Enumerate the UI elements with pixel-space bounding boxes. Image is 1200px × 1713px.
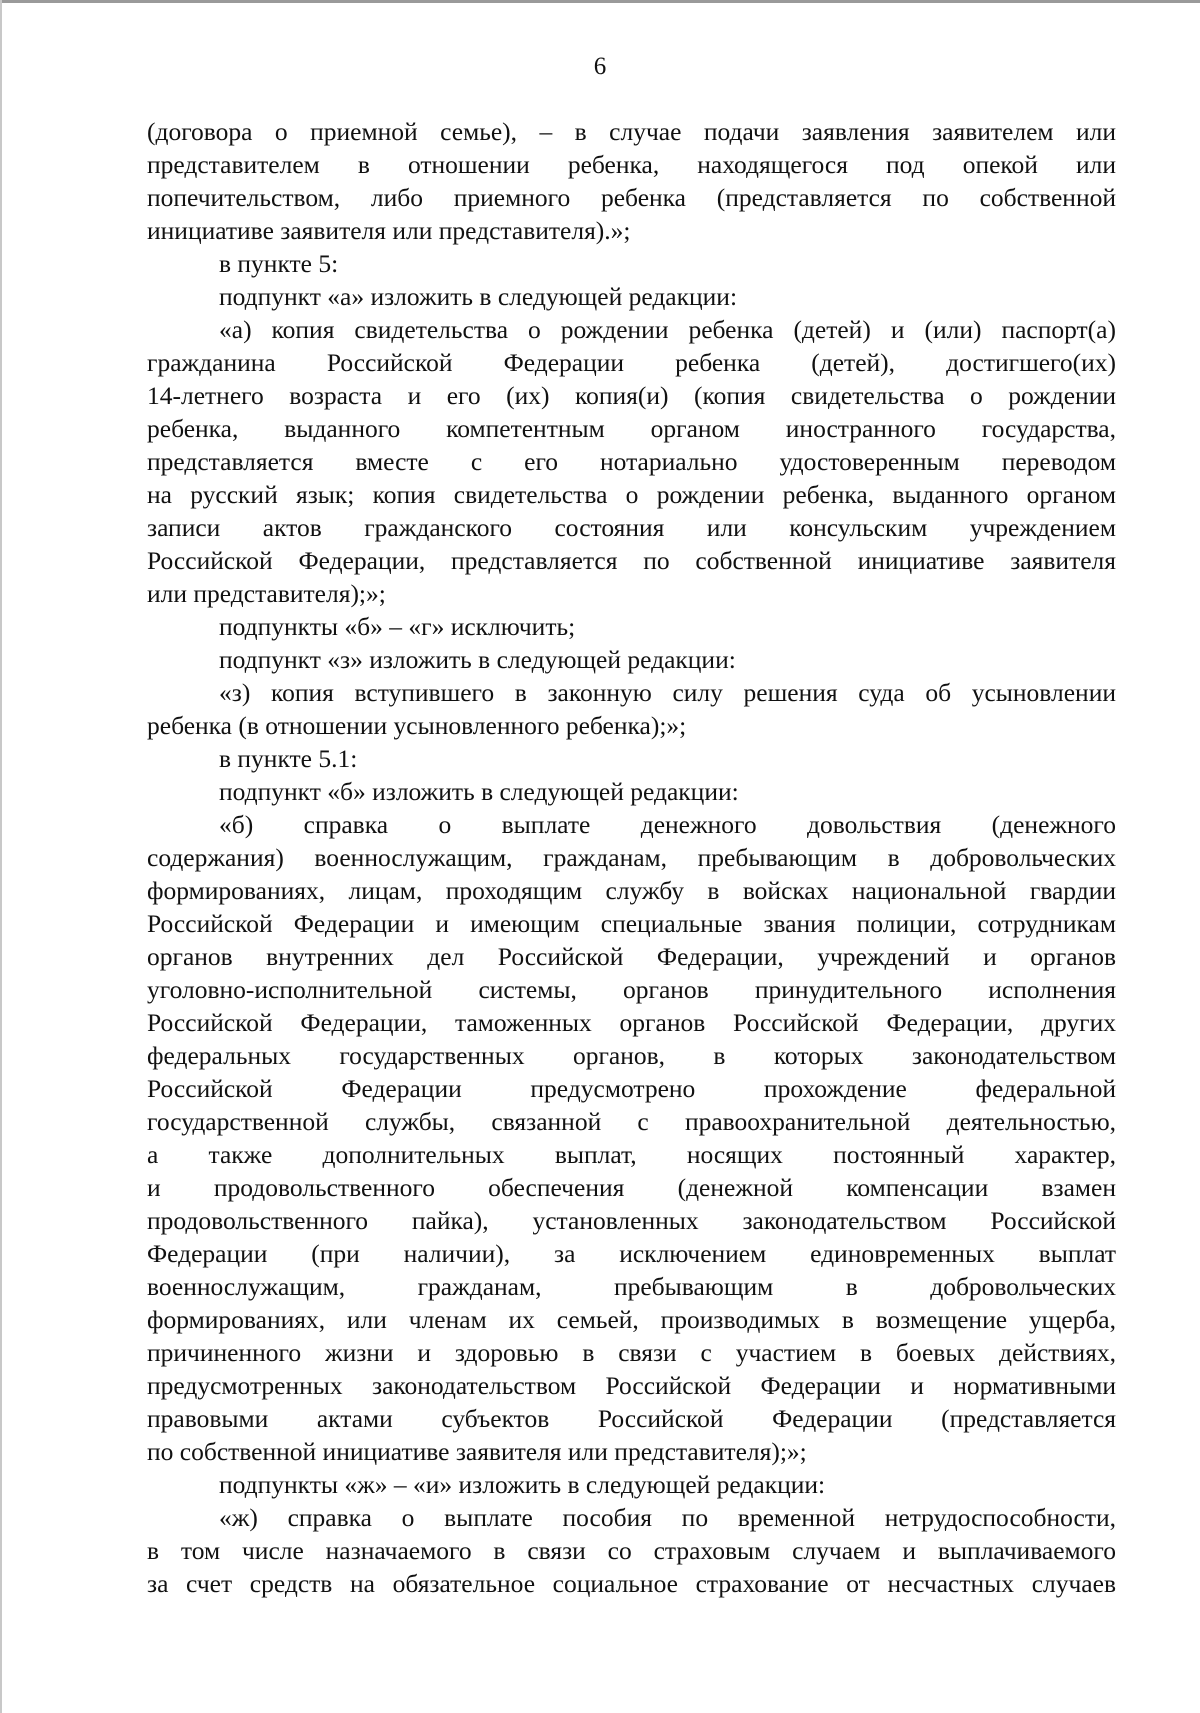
text-line: (договора о приемной семье), – в случае подачи заявления заявителем или [147, 117, 1116, 146]
page-number: 6 [593, 53, 607, 80]
text-line: «а) копия свидетельства о рождении ребенка (детей) и (или) паспорт(а) [219, 315, 1116, 344]
document-body [147, 115, 1116, 1600]
text-line: по собственной инициативе заявителя или представителя);»; [147, 1437, 807, 1466]
text-line: органов внутренних дел Российской Федерации, учреждений и органов [147, 942, 1116, 971]
text-line: представляется вместе с его нотариально удостоверенным переводом [147, 447, 1116, 476]
text-line: гражданина Российской Федерации ребенка (детей), достигшего(их) [147, 348, 1116, 377]
text-line: содержания) военнослужащим, гражданам, пребывающим в добровольческих [147, 843, 1116, 872]
text-line: ребенка, выданного компетентным органом иностранного государства, [147, 414, 1116, 443]
text-line: Российской Федерации, представляется по собственной инициативе заявителя [147, 546, 1116, 575]
text-line: «ж) справка о выплате пособия по временной нетрудоспособности, [219, 1503, 1116, 1532]
text-line: Российской Федерации, таможенных органов Российской Федерации, других [147, 1008, 1116, 1037]
text-line: формированиях, лицам, проходящим службу в войсках национальной гвардии [147, 876, 1116, 905]
text-line: 14-летнего возраста и его (их) копия(и) (копия свидетельства о рождении [147, 381, 1116, 410]
text-line: уголовно-исполнительной системы, органов принудительного исполнения [147, 975, 1116, 1004]
text-line: «з) копия вступившего в законную силу решения суда об усыновлении [219, 678, 1116, 707]
text-line: правовыми актами субъектов Российской Федерации (представляется [147, 1404, 1116, 1433]
text-line: попечительством, либо приемного ребенка (представляется по собственной [147, 183, 1116, 212]
text-line: причиненного жизни и здоровью в связи с участием в боевых действиях, [147, 1338, 1116, 1367]
scan-edge-top [0, 0, 1200, 3]
text-line: Российской Федерации предусмотрено прохождение федеральной [147, 1074, 1116, 1103]
text-line: подпункты «б» – «г» исключить; [219, 612, 576, 641]
text-line: подпункт «а» изложить в следующей редакции: [219, 282, 738, 311]
text-line: продовольственного пайка), установленных законодательством Российской [147, 1206, 1116, 1235]
text-line: на русский язык; копия свидетельства о рождении ребенка, выданного органом [147, 480, 1116, 509]
text-line: за счет средств на обязательное социальное страхование от несчастных случаев [147, 1569, 1116, 1598]
text-line: Российской Федерации и имеющим специальные звания полиции, сотрудникам [147, 909, 1116, 938]
text-line: записи актов гражданского состояния или консульским учреждением [147, 513, 1116, 542]
text-line: в пункте 5.1: [219, 744, 358, 773]
text-line: федеральных государственных органов, в которых законодательством [147, 1041, 1116, 1070]
text-line: ребенка (в отношении усыновленного ребенка);»; [147, 711, 687, 740]
scan-edge-left [0, 0, 2, 1713]
text-line: предусмотренных законодательством Российской Федерации и нормативными [147, 1371, 1116, 1400]
text-line: формированиях, или членам их семьей, производимых в возмещение ущерба, [147, 1305, 1116, 1334]
text-line: государственной службы, связанной с правоохранительной деятельностью, [147, 1107, 1116, 1136]
text-line: в том числе назначаемого в связи со страховым случаем и выплачиваемого [147, 1536, 1116, 1565]
text-line: «б) справка о выплате денежного довольствия (денежного [219, 810, 1116, 839]
text-line: инициативе заявителя или представителя).»; [147, 216, 631, 245]
text-line: подпункт «б» изложить в следующей редакции: [219, 777, 739, 806]
text-line: представителем в отношении ребенка, находящегося под опекой или [147, 150, 1116, 179]
text-line: военнослужащим, гражданам, пребывающим в добровольческих [147, 1272, 1116, 1301]
text-line: в пункте 5: [219, 249, 339, 278]
text-line: подпункт «з» изложить в следующей редакции: [219, 645, 736, 674]
text-line: и продовольственного обеспечения (денежной компенсации взамен [147, 1173, 1116, 1202]
text-line: а также дополнительных выплат, носящих постоянный характер, [147, 1140, 1116, 1169]
text-line: подпункты «ж» – «и» изложить в следующей редакции: [219, 1470, 826, 1499]
text-line: Федерации (при наличии), за исключением единовременных выплат [147, 1239, 1116, 1268]
text-line: или представителя);»; [147, 579, 386, 608]
